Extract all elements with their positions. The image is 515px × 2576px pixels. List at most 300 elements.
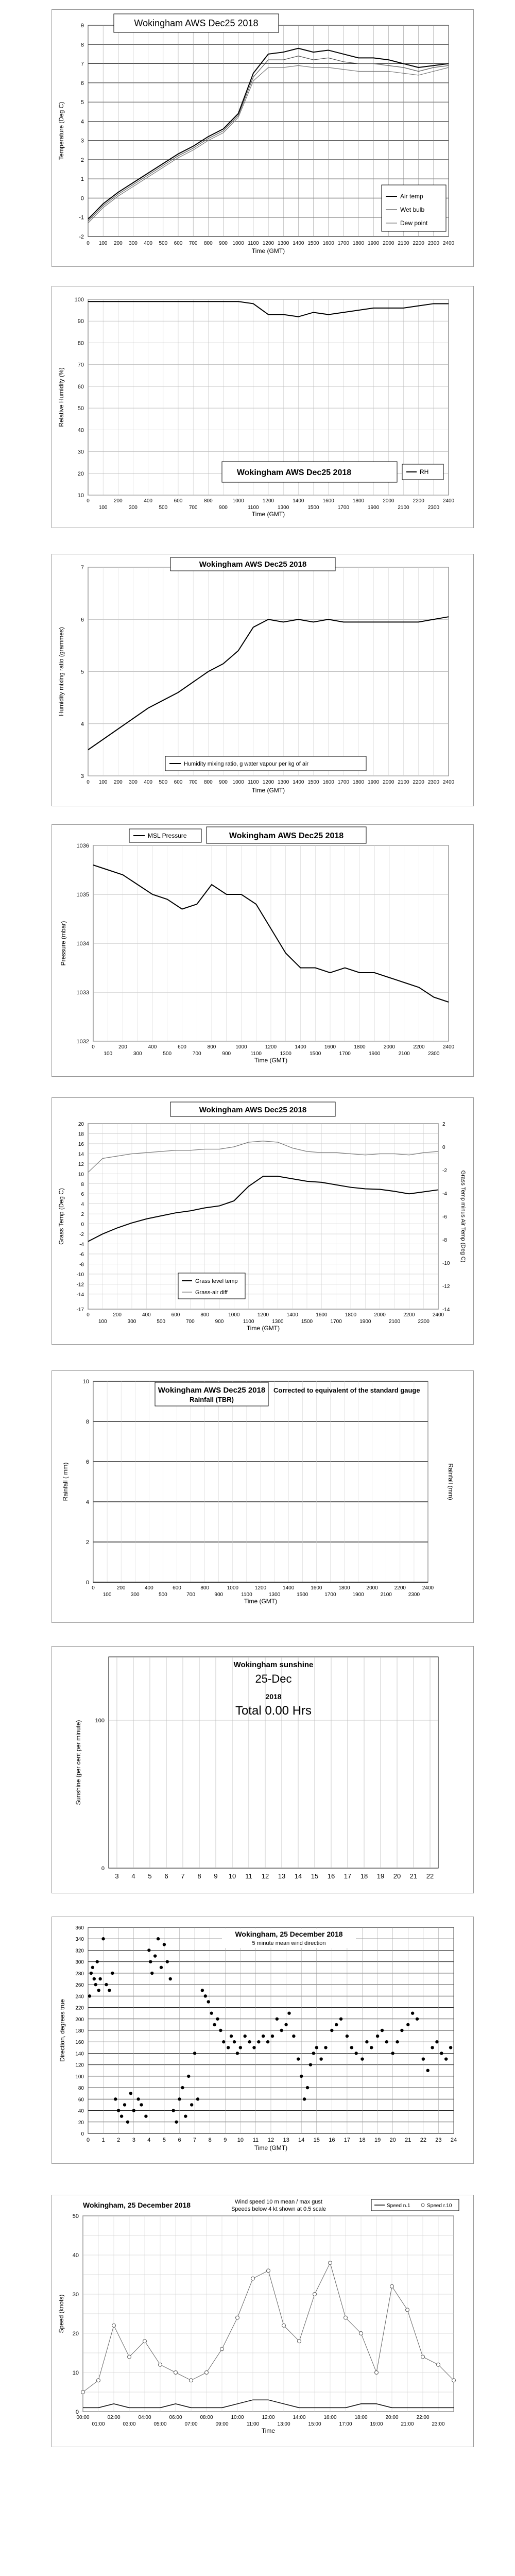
x-tick-label: 07:00 (184, 2421, 198, 2427)
x-tick-label: 2100 (380, 1592, 392, 1598)
scatter-point (416, 2018, 419, 2021)
x-tick-label: 2000 (366, 1585, 378, 1591)
sunshine-chart (52, 1647, 474, 1894)
y-tick-label: 20 (78, 2120, 84, 2126)
y-tick-label: 5 (80, 669, 84, 675)
x-tick-label: 1 (101, 2137, 105, 2143)
scatter-point (391, 2052, 394, 2055)
y-tick-label: 180 (75, 2028, 84, 2034)
x-axis-label: Time (GMT) (254, 2144, 288, 2151)
y-tick-label: -2 (79, 1232, 84, 1238)
x-tick-label: 20 (393, 1872, 401, 1880)
scatter-point (166, 1960, 169, 1963)
x-tick-label: 1600 (322, 498, 334, 504)
x-tick-label: 2300 (418, 1319, 430, 1325)
y-tick-label: 10 (82, 1379, 89, 1385)
wind-direction-chart-panel (52, 1917, 474, 2164)
scatter-point (426, 2069, 430, 2072)
scatter-point (150, 1972, 153, 1975)
y-tick-label: 360 (75, 1925, 84, 1931)
x-tick-label: 400 (148, 1044, 157, 1050)
scatter-point (178, 2097, 181, 2100)
y-tick-label: 200 (75, 2016, 84, 2023)
scatter-point (126, 2121, 129, 2124)
x-tick-label: 1300 (272, 1319, 284, 1325)
temperature-chart-panel (52, 9, 474, 267)
scatter-point (147, 1948, 150, 1952)
gust-point (282, 2324, 286, 2327)
x-tick-label: 4 (147, 2137, 151, 2143)
wind-direction-chart (52, 1917, 474, 2164)
scatter-point (354, 2052, 357, 2055)
x-tick-label: 1600 (322, 241, 334, 246)
x-tick-label: 10 (228, 1872, 236, 1880)
y-right-axis-label: Grass Temp minus Air Temp (Deg C) (460, 1170, 466, 1263)
x-tick-label: 5 (162, 2137, 166, 2143)
x-tick-label: 1800 (352, 241, 365, 246)
y-tick-label: 10 (72, 2370, 79, 2376)
y-tick-label: 260 (75, 1982, 84, 1989)
y-tick-label: 1033 (76, 990, 89, 996)
x-tick-label: 200 (113, 241, 123, 246)
y-tick-label: 320 (75, 1948, 84, 1954)
rainfall-chart (52, 1371, 474, 1623)
x-tick-label: 1300 (278, 505, 289, 511)
x-tick-label: 1900 (359, 1319, 371, 1325)
y-tick-label: 30 (77, 449, 84, 455)
y-right-tick-label: -8 (442, 1238, 447, 1243)
x-tick-label: 16 (327, 1872, 335, 1880)
gust-point (375, 2371, 379, 2375)
y-tick-label: 160 (75, 2040, 84, 2046)
x-tick-label: 11:00 (246, 2421, 260, 2427)
y-axis-label: Relative Humidity (%) (58, 367, 65, 427)
scatter-point (181, 2086, 184, 2089)
y-tick-label: 20 (72, 2331, 79, 2337)
scatter-point (262, 2035, 265, 2038)
x-tick-label: 900 (222, 1051, 231, 1057)
scatter-point (370, 2046, 373, 2049)
scatter-point (284, 2023, 287, 2026)
y-tick-label: 6 (81, 1192, 84, 1198)
gust-point (205, 2371, 209, 2375)
x-tick-label: 23:00 (432, 2421, 445, 2427)
gust-point (421, 2355, 425, 2359)
y-tick-label: 2 (85, 1539, 89, 1546)
x-tick-label: 0 (87, 1312, 90, 1318)
x-tick-label: 05:00 (153, 2421, 167, 2427)
scatter-point (365, 2040, 368, 2043)
y-tick-label: 70 (77, 362, 84, 368)
x-tick-label: 300 (127, 1319, 136, 1325)
y-right-tick-label: -6 (442, 1214, 447, 1220)
x-tick-label: 13 (278, 1872, 286, 1880)
y-axis-label: Direction, degrees true (59, 1999, 66, 2062)
scatter-point (157, 1937, 160, 1940)
x-tick-label: 1100 (243, 1319, 254, 1325)
y-right-axis-label: Rainfall (mm) (447, 1463, 454, 1500)
x-axis-label: Time (GMT) (251, 511, 285, 518)
y-tick-label: 6 (85, 1459, 89, 1465)
x-tick-label: 22:00 (416, 2415, 430, 2420)
x-tick-label: 1100 (241, 1592, 252, 1598)
gust-point (406, 2308, 409, 2312)
x-tick-label: 1000 (232, 241, 244, 246)
scatter-point (300, 2075, 303, 2078)
y-tick-label: 3 (80, 138, 84, 144)
x-tick-label: 6 (164, 1872, 168, 1880)
x-tick-label: 06:00 (169, 2415, 182, 2420)
legend-label: Air temp (400, 193, 423, 200)
y-axis-label: Temperature (Deg C) (58, 101, 65, 160)
scatter-point (98, 1977, 101, 1980)
scatter-point (396, 2040, 399, 2043)
y-tick-label: 300 (75, 1959, 84, 1965)
x-tick-label: 2000 (383, 779, 394, 785)
legend-label: MSL Pressure (148, 832, 187, 839)
scatter-point (227, 2046, 230, 2049)
wind-speed-chart (52, 2195, 474, 2448)
legend-label: Speed n.1 (387, 2203, 410, 2209)
plot-area (109, 1657, 438, 1868)
scatter-point (297, 2057, 300, 2060)
scatter-point (169, 1977, 172, 1980)
y-tick-label: 10 (77, 493, 84, 499)
x-tick-label: 13:00 (277, 2421, 290, 2427)
scatter-point (190, 2103, 193, 2106)
x-tick-label: 15 (313, 2137, 320, 2143)
scatter-point (153, 1954, 157, 1957)
x-tick-label: 400 (144, 779, 153, 785)
y-right-tick-label: -4 (442, 1191, 447, 1197)
x-tick-label: 17 (344, 2137, 351, 2143)
x-tick-label: 1700 (337, 779, 349, 785)
x-tick-label: 1800 (354, 1044, 366, 1050)
legend-swatch (421, 2204, 424, 2207)
scatter-point (196, 2097, 199, 2100)
x-tick-label: 1400 (293, 779, 304, 785)
x-tick-label: 400 (144, 1585, 153, 1591)
scatter-point (266, 2040, 269, 2043)
x-tick-label: 2200 (403, 1312, 415, 1318)
x-tick-label: 0 (92, 1585, 95, 1591)
y-tick-label: 8 (81, 1181, 84, 1188)
y-tick-label: 5 (80, 99, 84, 106)
x-tick-label: 0 (86, 2137, 90, 2143)
x-tick-label: 900 (219, 779, 228, 785)
x-tick-label: 1400 (293, 498, 304, 504)
x-tick-label: 1500 (307, 505, 319, 511)
x-tick-label: 700 (188, 505, 198, 511)
x-tick-label: 2 (117, 2137, 121, 2143)
y-right-tick-label: -12 (442, 1284, 450, 1290)
y-axis-label: Pressure (mbar) (60, 921, 67, 966)
x-tick-label: 1000 (228, 1312, 240, 1318)
scatter-point (219, 2029, 222, 2032)
chart-subtitle-2: Speeds below 4 kt shown at 0.5 scale (231, 2206, 327, 2212)
x-tick-label: 9 (214, 1872, 218, 1880)
x-tick-label: 600 (174, 498, 183, 504)
scatter-point (216, 2018, 219, 2021)
chart-year: 2018 (265, 1692, 282, 1701)
scatter-point (149, 1960, 152, 1963)
y-tick-label: 12 (78, 1161, 84, 1167)
y-tick-label: 18 (78, 1131, 84, 1138)
x-tick-label: 800 (200, 1312, 210, 1318)
gust-point (437, 2363, 440, 2366)
scatter-point (444, 2057, 448, 2060)
x-tick-label: 04:00 (138, 2415, 151, 2420)
x-tick-label: 1600 (324, 1044, 336, 1050)
scatter-point (350, 2046, 353, 2049)
scatter-point (233, 2040, 236, 2043)
scatter-point (252, 2046, 255, 2049)
chart-title: Wokingham, 25 December 2018 (83, 2201, 191, 2209)
scatter-point (163, 1943, 166, 1946)
grass-temp-chart (52, 1098, 474, 1345)
x-tick-label: 100 (98, 779, 108, 785)
scatter-point (184, 2114, 187, 2117)
x-tick-label: 18:00 (354, 2415, 368, 2420)
rainfall-chart-panel (52, 1370, 474, 1623)
scatter-point (193, 2052, 196, 2055)
pressure-chart (52, 825, 474, 1077)
y-tick-label: -1 (79, 214, 84, 221)
scatter-point (330, 2029, 333, 2032)
gust-point (97, 2379, 100, 2382)
x-tick-label: 700 (188, 241, 198, 246)
scatter-point (213, 2023, 216, 2026)
scatter-point (315, 2046, 318, 2049)
x-tick-label: 1900 (368, 505, 380, 511)
x-tick-label: 0 (87, 779, 90, 785)
gust-point (112, 2324, 116, 2327)
x-tick-label: 2100 (388, 1319, 401, 1325)
x-tick-label: 20:00 (385, 2415, 399, 2420)
sunshine-chart-panel (52, 1646, 474, 1893)
x-tick-label: 800 (203, 241, 213, 246)
chart-title: Wokingham, 25 December 2018 (235, 1930, 343, 1938)
x-tick-label: 900 (214, 1592, 224, 1598)
x-tick-label: 500 (163, 1051, 172, 1057)
x-tick-label: 16:00 (323, 2415, 337, 2420)
x-tick-label: 1700 (330, 1319, 342, 1325)
x-tick-label: 1800 (338, 1585, 350, 1591)
x-tick-label: 1400 (283, 1585, 295, 1591)
x-axis-label: Time (GMT) (244, 1598, 278, 1605)
chart-subtitle: Rainfall (TBR) (190, 1396, 234, 1403)
wind-speed-chart-panel (52, 2195, 474, 2447)
y-tick-label: 40 (72, 2252, 79, 2259)
x-tick-label: 2200 (413, 1044, 425, 1050)
y-right-tick-label: -10 (442, 1261, 450, 1266)
x-tick-label: 11 (245, 1872, 252, 1880)
scatter-point (324, 2046, 327, 2049)
scatter-point (440, 2052, 443, 2055)
chart-title: Wokingham AWS Dec25 2018 (199, 560, 307, 569)
y-tick-label: 7 (80, 565, 84, 571)
x-tick-label: 3 (132, 2137, 135, 2143)
scatter-point (114, 2097, 117, 2100)
x-tick-label: 2100 (398, 779, 409, 785)
scatter-point (303, 2097, 306, 2100)
x-tick-label: 12 (261, 1872, 269, 1880)
x-tick-label: 17:00 (339, 2421, 352, 2427)
x-tick-label: 2100 (398, 505, 409, 511)
x-tick-label: 100 (98, 241, 108, 246)
x-tick-label: 2200 (413, 498, 424, 504)
y-tick-label: 40 (78, 2108, 84, 2114)
y-tick-label: 14 (78, 1151, 84, 1158)
y-tick-label: 20 (77, 470, 84, 477)
legend-label: RH (420, 468, 429, 476)
y-tick-label: -8 (79, 1262, 84, 1268)
temperature-chart (52, 10, 474, 267)
x-tick-label: 900 (219, 241, 228, 246)
scatter-point (411, 2011, 414, 2014)
x-tick-label: 0 (92, 1044, 95, 1050)
x-tick-label: 1200 (262, 241, 274, 246)
x-tick-label: 12 (267, 2137, 274, 2143)
chart-title: Wokingham AWS Dec25 2018 (199, 1106, 307, 1114)
y-tick-label: 30 (72, 2292, 79, 2298)
x-tick-label: 6 (178, 2137, 181, 2143)
x-tick-label: 19 (374, 2137, 381, 2143)
x-tick-label: 200 (113, 779, 123, 785)
y-tick-label: 50 (72, 2213, 79, 2219)
y-axis-label: Speed (knots) (58, 2294, 65, 2333)
scatter-point (136, 2097, 140, 2100)
x-tick-label: 18 (359, 2137, 366, 2143)
x-tick-label: 2000 (383, 1044, 396, 1050)
scatter-point (287, 2011, 290, 2014)
x-tick-label: 2400 (442, 1044, 455, 1050)
pressure-chart-panel (52, 824, 474, 1077)
x-tick-label: 500 (159, 505, 168, 511)
y-tick-label: 240 (75, 1994, 84, 2000)
x-tick-label: 1200 (257, 1312, 269, 1318)
scatter-point (339, 2018, 342, 2021)
x-tick-label: 1700 (337, 505, 349, 511)
scatter-point (132, 2109, 135, 2112)
x-tick-label: 900 (219, 505, 228, 511)
x-tick-label: 22 (426, 1872, 434, 1880)
y-tick-label: 7 (80, 61, 84, 67)
x-tick-label: 800 (207, 1044, 216, 1050)
y-right-tick-label: 0 (442, 1145, 445, 1150)
x-tick-label: 14 (294, 1872, 302, 1880)
y-tick-label: 60 (78, 2097, 84, 2103)
scatter-point (91, 1966, 94, 1969)
chart-subtitle: Wind speed 10 m mean / max gust (235, 2199, 322, 2205)
x-tick-label: 12:00 (262, 2415, 275, 2420)
x-tick-label: 1900 (369, 1051, 381, 1057)
x-tick-label: 800 (203, 498, 213, 504)
x-tick-label: 1700 (324, 1592, 336, 1598)
y-tick-label: 4 (81, 1201, 84, 1208)
y-tick-label: 0 (101, 1866, 105, 1872)
gust-point (359, 2332, 363, 2335)
chart-total: Total 0.00 Hrs (235, 1704, 312, 1718)
x-tick-label: 17 (344, 1872, 352, 1880)
x-tick-label: 10 (237, 2137, 244, 2143)
y-tick-label: 80 (77, 340, 84, 347)
scatter-point (431, 2046, 434, 2049)
x-tick-label: 800 (203, 779, 213, 785)
x-tick-label: 5 (148, 1872, 152, 1880)
x-tick-label: 0 (87, 498, 90, 504)
x-tick-label: 200 (113, 1312, 122, 1318)
x-axis-label: Time (GMT) (254, 1057, 288, 1064)
scatter-point (385, 2040, 388, 2043)
y-tick-label: 40 (77, 427, 84, 434)
gust-point (81, 2391, 85, 2394)
legend-label: Wet bulb (400, 206, 425, 213)
x-tick-label: 600 (178, 1044, 186, 1050)
x-tick-label: 7 (193, 2137, 197, 2143)
x-tick-label: 2300 (427, 779, 439, 785)
gust-point (313, 2293, 317, 2296)
y-tick-label: 100 (75, 2074, 84, 2080)
x-tick-label: 1500 (301, 1319, 313, 1325)
legend-label: Grass level temp (195, 1278, 238, 1284)
x-tick-label: 300 (129, 505, 138, 511)
scatter-point (93, 1977, 96, 1980)
y-tick-label: 340 (75, 1937, 84, 1943)
scatter-point (123, 2103, 126, 2106)
x-tick-label: 20 (389, 2137, 396, 2143)
y-tick-label: 8 (80, 42, 84, 48)
y-axis-label: Rainfall ( mm) (62, 1462, 69, 1501)
x-tick-label: 2200 (413, 779, 424, 785)
scatter-point (222, 2040, 225, 2043)
x-tick-label: 300 (133, 1051, 142, 1057)
x-tick-label: 200 (118, 1044, 127, 1050)
x-tick-label: 1300 (280, 1051, 291, 1057)
scatter-point (236, 2052, 239, 2055)
y-tick-label: -14 (76, 1292, 84, 1298)
y-tick-label: 0 (81, 2131, 84, 2137)
y-tick-label: -4 (79, 1242, 84, 1248)
y-tick-label: 4 (85, 1499, 89, 1505)
y-tick-label: 2 (81, 1212, 84, 1218)
scatter-point (449, 2046, 452, 2049)
humidity-chart-panel (52, 286, 474, 528)
x-tick-label: 100 (104, 1051, 113, 1057)
scatter-point (400, 2029, 403, 2032)
scatter-point (292, 2035, 295, 2038)
scatter-point (306, 2086, 309, 2089)
x-tick-label: 1700 (339, 1051, 351, 1057)
x-tick-label: 1000 (227, 1585, 238, 1591)
x-tick-label: 22 (420, 2137, 426, 2143)
x-tick-label: 300 (129, 779, 138, 785)
y-tick-label: 80 (78, 2086, 84, 2092)
chart-title: Wokingham AWS Dec25 2018 (236, 468, 352, 477)
x-tick-label: 1000 (235, 1044, 247, 1050)
x-axis-label: Time (GMT) (251, 247, 285, 255)
y-tick-label: -17 (76, 1307, 84, 1313)
y-tick-label: 2 (80, 157, 84, 163)
x-tick-label: 2200 (394, 1585, 406, 1591)
x-axis-label: Time (261, 2427, 276, 2434)
x-tick-label: 2400 (442, 241, 455, 246)
legend-label: Humidity mixing ratio, g water vapour per kg of air (184, 761, 309, 767)
y-tick-label: -12 (76, 1282, 84, 1288)
y-tick-label: 1036 (76, 843, 89, 849)
gust-point (143, 2340, 147, 2343)
y-right-tick-label: 2 (442, 1122, 445, 1127)
